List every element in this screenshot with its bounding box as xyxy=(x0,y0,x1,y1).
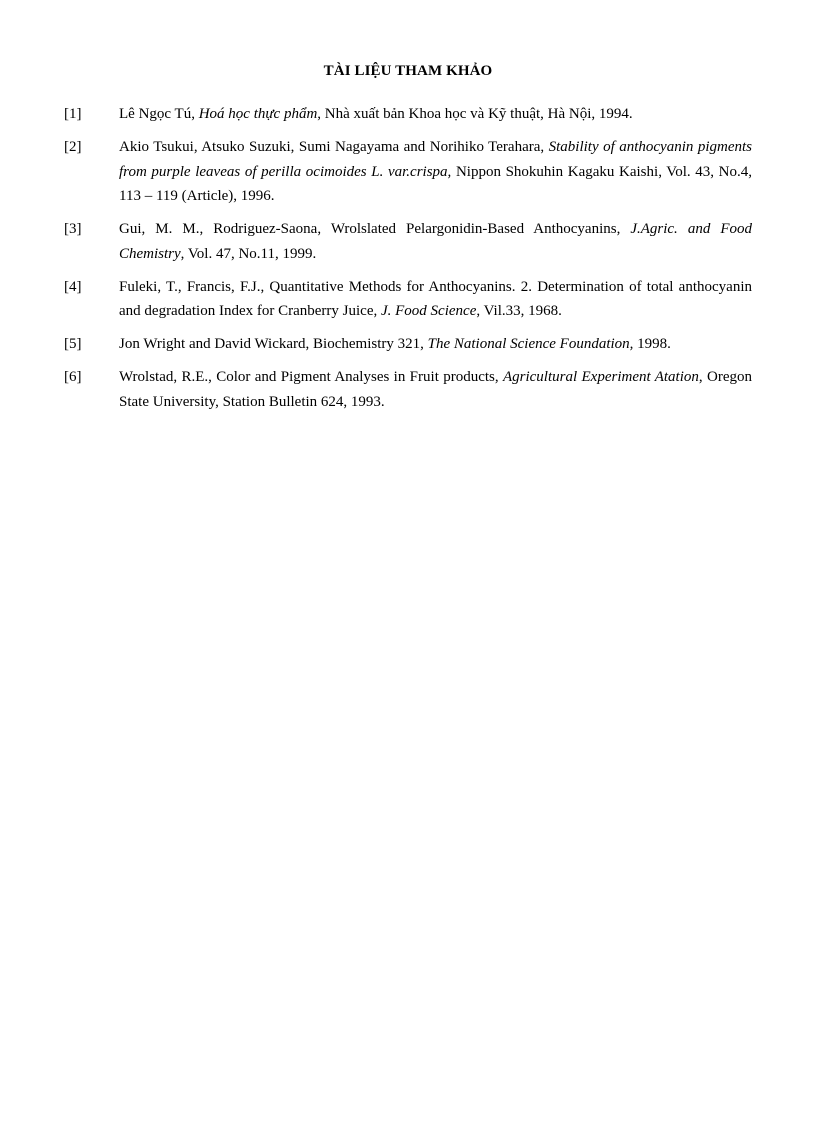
reference-segment: , Vol. 47, No.11, 1999. xyxy=(180,245,317,262)
reference-text xyxy=(119,217,752,266)
reference-journal: J. Food Science xyxy=(380,303,477,319)
reference-segment: Fuleki, T., Francis, F.J., Quantitative Methods for Anthocyanins. 2. Determination of total anthocyanin and degradation Index for Cranberry Juice, xyxy=(119,278,752,319)
reference-segment: Wrolstad, R.E., Color and Pigment Analyses in Fruit products, xyxy=(119,369,503,385)
reference-item xyxy=(64,275,752,324)
reference-text xyxy=(119,275,752,324)
reference-list xyxy=(64,102,752,423)
reference-item xyxy=(64,102,752,127)
reference-number: [4] xyxy=(64,278,82,295)
reference-number: [2] xyxy=(64,139,82,155)
reference-item xyxy=(64,135,752,209)
reference-segment: , Vil.33, 1968. xyxy=(476,303,562,319)
reference-text xyxy=(119,365,752,414)
reference-title: Stability of anthocyanin pigments from purple leaveas of perilla ocimoides L. var.crispa, xyxy=(119,139,752,180)
reference-segment: , Oregon State University, Station Bulletin 624, 1993. xyxy=(119,369,752,410)
reference-text xyxy=(119,102,752,127)
reference-segment: 1998. xyxy=(633,336,671,352)
reference-segment: , Nhà xuất bản Khoa học và Kỹ thuật, Hà Nội, 1994. xyxy=(317,106,633,122)
reference-item xyxy=(64,332,752,357)
reference-item xyxy=(64,365,752,414)
page-title: TÀI LIỆU THAM KHẢO xyxy=(323,63,493,79)
reference-segment: Nippon Shokuhin Kagaku Kaishi, Vol. 43, No.4, 113 – 119 (Article), 1996. xyxy=(119,163,752,204)
reference-segment: Jon Wright and David Wickard, Biochemistry 321, xyxy=(119,336,428,352)
reference-segment: Lê Ngọc Tú, xyxy=(119,106,199,122)
reference-number: [5] xyxy=(64,336,82,352)
reference-number: [1] xyxy=(64,106,82,122)
reference-number: [6] xyxy=(64,369,82,385)
reference-number: [3] xyxy=(64,221,82,237)
reference-segment: Gui, M. M., Rodriguez-Saona, Wrolslated Pelargonidin-Based Anthocyanins, xyxy=(119,221,631,237)
reference-item xyxy=(64,217,752,266)
reference-text xyxy=(119,332,752,357)
reference-segment: Akio Tsukui, Atsuko Suzuki, Sumi Nagayama and Norihiko Terahara, xyxy=(119,139,549,155)
reference-text xyxy=(119,135,752,209)
reference-publisher: Agricultural Experiment Atation xyxy=(502,369,699,385)
reference-journal: J.Agric. and Food Chemistry xyxy=(119,221,752,262)
reference-title: Hoá học thực phẩm xyxy=(198,106,318,122)
reference-publisher: The National Science Foundation, xyxy=(427,336,634,352)
